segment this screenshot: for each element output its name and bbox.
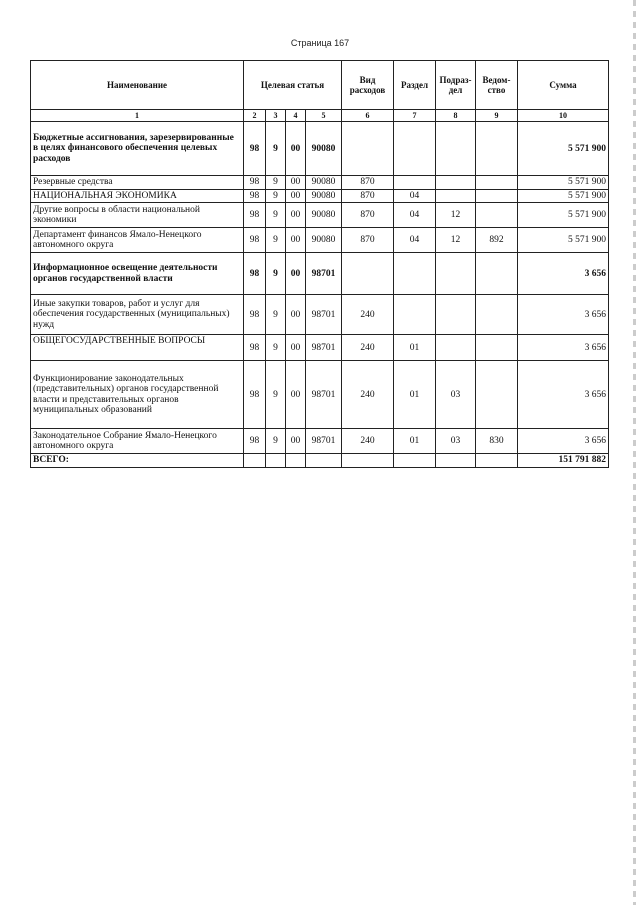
col-number: 8 — [436, 110, 476, 122]
col-number: 7 — [394, 110, 436, 122]
row-name: ОБЩЕГОСУДАРСТВЕННЫЕ ВОПРОСЫ — [31, 335, 244, 361]
cell-sum: 3 656 — [518, 429, 609, 454]
cell-c5: 98701 — [306, 295, 342, 335]
col-number: 5 — [306, 110, 342, 122]
cell-c2: 98 — [244, 335, 266, 361]
cell-c6: 870 — [342, 176, 394, 190]
cell-sum: 5 571 900 — [518, 176, 609, 190]
cell-c3: 9 — [266, 203, 286, 228]
row-name: НАЦИОНАЛЬНАЯ ЭКОНОМИКА — [31, 189, 244, 203]
cell-c4: 00 — [286, 335, 306, 361]
col-number: 2 — [244, 110, 266, 122]
cell-c9 — [476, 361, 518, 429]
table-row — [31, 253, 609, 295]
cell-c2: 98 — [244, 253, 266, 295]
scan-edge — [633, 0, 636, 905]
budget-table — [30, 60, 609, 468]
cell-c6: 240 — [342, 335, 394, 361]
header-target: Целевая статья — [244, 61, 342, 110]
table-row — [31, 429, 609, 454]
cell-c6: 870 — [342, 228, 394, 253]
cell-sum: 5 571 900 — [518, 228, 609, 253]
header-row — [31, 61, 609, 110]
cell-c4: 00 — [286, 203, 306, 228]
cell-c3: 9 — [266, 176, 286, 190]
cell-c5: 90080 — [306, 189, 342, 203]
cell-c2: 98 — [244, 228, 266, 253]
row-name: Функционирование законодательных (представительных) органов государственной власти и представительных органов муниципальных образований — [31, 361, 244, 429]
total-row — [31, 454, 609, 468]
cell-c6 — [342, 122, 394, 176]
total-sum: 151 791 882 — [518, 454, 609, 468]
header-subsection: Подраз-дел — [436, 61, 476, 110]
cell-c3: 9 — [266, 361, 286, 429]
cell-c8: 03 — [436, 429, 476, 454]
cell-c9 — [476, 203, 518, 228]
cell-c2: 98 — [244, 203, 266, 228]
cell-c8: 12 — [436, 228, 476, 253]
column-number-row — [31, 110, 609, 122]
cell-c2: 98 — [244, 295, 266, 335]
cell-c7: 04 — [394, 189, 436, 203]
row-name: Департамент финансов Ямало-Ненецкого автономного округа — [31, 228, 244, 253]
cell-c2: 98 — [244, 429, 266, 454]
cell-c7: 04 — [394, 203, 436, 228]
cell-c4: 00 — [286, 122, 306, 176]
cell-c4: 00 — [286, 361, 306, 429]
table-row — [31, 335, 609, 361]
cell-c7: 01 — [394, 429, 436, 454]
cell-c2: 98 — [244, 176, 266, 190]
table-row — [31, 203, 609, 228]
header-dept: Ведом-ство — [476, 61, 518, 110]
cell-c8 — [436, 253, 476, 295]
cell-c7 — [394, 122, 436, 176]
cell-c7 — [394, 295, 436, 335]
cell-c5: 98701 — [306, 361, 342, 429]
cell-c5: 98701 — [306, 335, 342, 361]
cell-c5: 90080 — [306, 203, 342, 228]
row-name: Резервные средства — [31, 176, 244, 190]
cell-c6: 870 — [342, 203, 394, 228]
cell-c3: 9 — [266, 253, 286, 295]
col-number: 6 — [342, 110, 394, 122]
cell-c3: 9 — [266, 295, 286, 335]
cell-c5: 98701 — [306, 429, 342, 454]
cell-c5: 90080 — [306, 122, 342, 176]
total-label: ВСЕГО: — [31, 454, 244, 468]
cell-c3: 9 — [266, 228, 286, 253]
cell-c5: 98701 — [306, 253, 342, 295]
cell-c8: 03 — [436, 361, 476, 429]
cell-c3: 9 — [266, 189, 286, 203]
table-row — [31, 361, 609, 429]
cell-sum: 5 571 900 — [518, 189, 609, 203]
cell-sum: 3 656 — [518, 253, 609, 295]
header-section: Раздел — [394, 61, 436, 110]
cell-c2: 98 — [244, 122, 266, 176]
cell-sum: 3 656 — [518, 295, 609, 335]
cell-c9 — [476, 122, 518, 176]
row-name: Другие вопросы в области национальной экономики — [31, 203, 244, 228]
cell-c4: 00 — [286, 253, 306, 295]
col-number: 3 — [266, 110, 286, 122]
cell-c6: 240 — [342, 429, 394, 454]
cell-c9: 892 — [476, 228, 518, 253]
cell-c3: 9 — [266, 122, 286, 176]
col-number: 9 — [476, 110, 518, 122]
table-row — [31, 176, 609, 190]
col-number: 1 — [31, 110, 244, 122]
table-row — [31, 228, 609, 253]
cell-c8 — [436, 295, 476, 335]
col-number: 4 — [286, 110, 306, 122]
cell-c7 — [394, 176, 436, 190]
cell-c3: 9 — [266, 429, 286, 454]
cell-c3: 9 — [266, 335, 286, 361]
cell-c9 — [476, 189, 518, 203]
cell-c9 — [476, 253, 518, 295]
row-name: Иные закупки товаров, работ и услуг для обеспечения государственных (муниципальных) нужд — [31, 295, 244, 335]
table-row — [31, 189, 609, 203]
cell-sum: 3 656 — [518, 335, 609, 361]
cell-c4: 00 — [286, 189, 306, 203]
cell-c9 — [476, 335, 518, 361]
cell-c4: 00 — [286, 176, 306, 190]
cell-c9: 830 — [476, 429, 518, 454]
cell-c5: 90080 — [306, 228, 342, 253]
cell-c2: 98 — [244, 361, 266, 429]
cell-c8 — [436, 189, 476, 203]
cell-c4: 00 — [286, 295, 306, 335]
cell-c4: 00 — [286, 228, 306, 253]
col-number: 10 — [518, 110, 609, 122]
table-row — [31, 122, 609, 176]
cell-c9 — [476, 176, 518, 190]
cell-sum: 3 656 — [518, 361, 609, 429]
cell-c8 — [436, 122, 476, 176]
row-name: Законодательное Собрание Ямало-Ненецкого автономного округа — [31, 429, 244, 454]
cell-c6: 240 — [342, 295, 394, 335]
cell-c8 — [436, 335, 476, 361]
cell-c5: 90080 — [306, 176, 342, 190]
cell-c7: 01 — [394, 361, 436, 429]
cell-c7: 01 — [394, 335, 436, 361]
page-label: Страница 167 — [290, 38, 350, 48]
cell-c7 — [394, 253, 436, 295]
cell-c6: 870 — [342, 189, 394, 203]
cell-c6 — [342, 253, 394, 295]
cell-c8: 12 — [436, 203, 476, 228]
header-sum: Сумма — [518, 61, 609, 110]
cell-c4: 00 — [286, 429, 306, 454]
cell-sum: 5 571 900 — [518, 203, 609, 228]
table-row — [31, 295, 609, 335]
cell-c6: 240 — [342, 361, 394, 429]
cell-c7: 04 — [394, 228, 436, 253]
row-name: Информационное освещение деятельности органов государственной власти — [31, 253, 244, 295]
cell-sum: 5 571 900 — [518, 122, 609, 176]
cell-c9 — [476, 295, 518, 335]
cell-c8 — [436, 176, 476, 190]
header-name: Наименование — [31, 61, 244, 110]
row-name: Бюджетные ассигнования, зарезервированные в целях финансового обеспечения целевых расходов — [31, 122, 244, 176]
cell-c2: 98 — [244, 189, 266, 203]
header-type: Вид расходов — [342, 61, 394, 110]
